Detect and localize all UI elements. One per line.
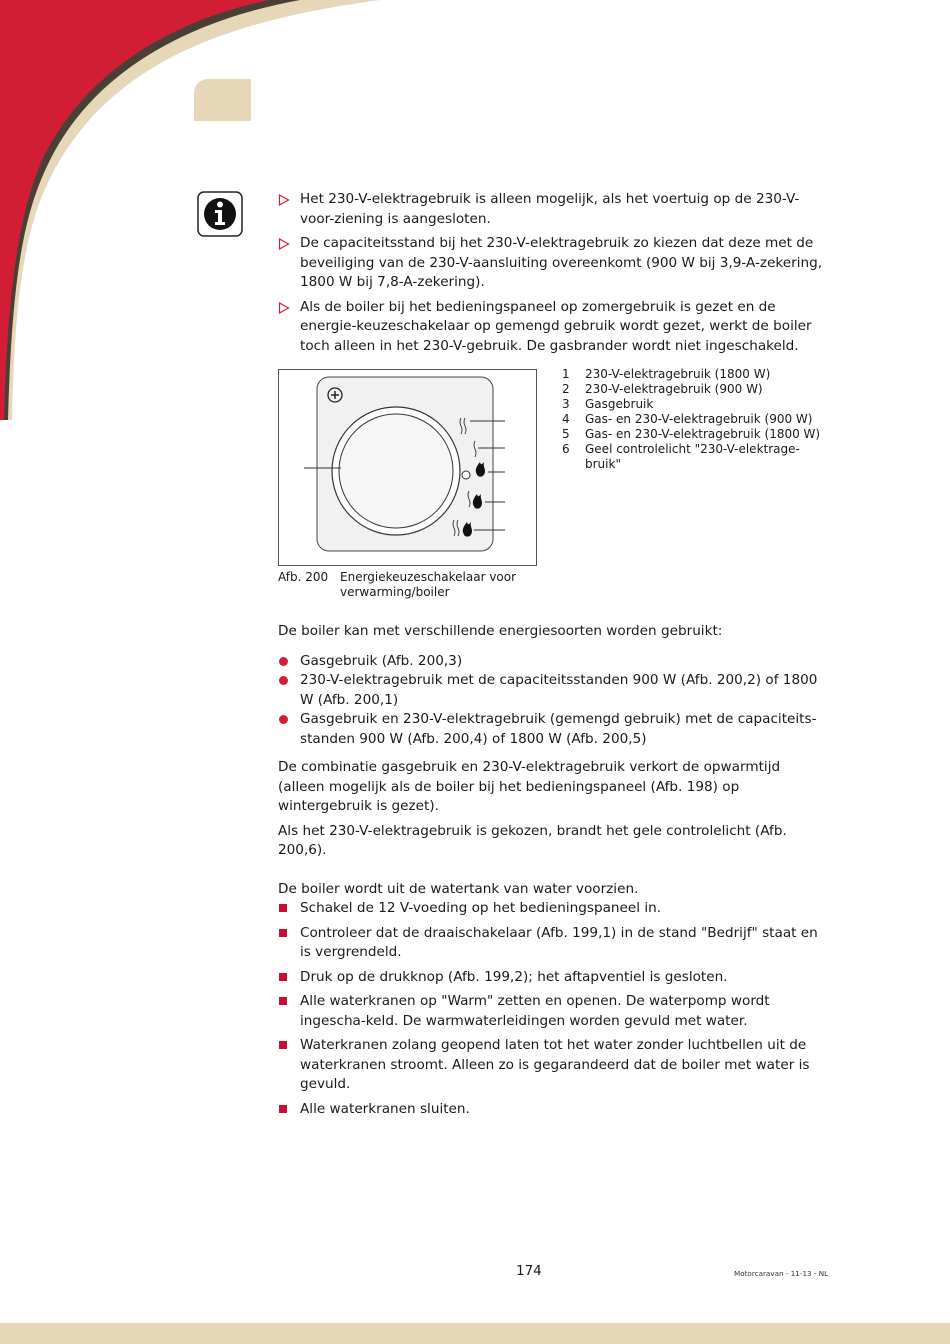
info-paragraphs [278, 758, 823, 899]
step-item: Alle waterkranen sluiten. [278, 1100, 823, 1120]
step-item: Controleer dat de draaischakelaar (Afb. 199,1) in de stand "Bedrijf" staat en is vergrendeld. [278, 924, 823, 963]
energy-list-item: Gasgebruik en 230-V-elektragebruik (gemengd gebruik) met de capaciteits-standen 900 W (Afb. 200,4) of 1800 W (Afb. 200,5) [278, 710, 823, 749]
red-dot-icon [279, 657, 288, 666]
figure-legend [562, 367, 822, 472]
note-text: Als de boiler bij het bedieningspaneel op zomergebruik is gezet en de energie-keuzeschakelaar op gemengd gebruik wordt gezet, werkt de boiler toch alleen in het 230-V-gebruik. De gasbrander wordt niet ingeschakeld. [300, 298, 812, 354]
note-text: De capaciteitsstand bij het 230-V-elektragebruik zo kiezen dat deze met de beveiliging van de 230-V-aansluiting overeenkomt (900 W bij 3,9-A-zekering, 1800 W bij 7,8-A-zekering). [300, 235, 823, 290]
water-paragraph: De boiler wordt uit de watertank van water voorzien. [278, 880, 639, 897]
red-square-icon [279, 997, 287, 1005]
red-dot-icon [279, 715, 288, 724]
legend-text: 230-V-elektragebruik (900 W) [585, 382, 763, 396]
energy-list-item: Gasgebruik (Afb. 200,3) [278, 652, 823, 672]
notes-list [278, 190, 823, 361]
red-square-icon [279, 904, 287, 912]
energy-section [278, 622, 823, 749]
combination-paragraph: De combinatie gasgebruik en 230-V-elektragebruik verkort de opwarmtijd (alleen mogelijk als de boiler bij het bedieningspaneel (Afb. 198) op wintergebruik is gezet). [278, 759, 781, 814]
red-square-icon [279, 1105, 287, 1113]
note-item [278, 298, 823, 357]
energy-selector-drawing [279, 370, 536, 565]
legend-row: 1 230-V-elektragebruik (1800 W) [562, 367, 771, 381]
legend-text: Geel controlelicht "230-V-elektrage-bruik" [585, 442, 800, 471]
bottom-band-decoration [0, 1323, 950, 1344]
legend-row: 6 Geel controlelicht "230-V-elektrage-bruik" [562, 442, 822, 472]
figure-caption [278, 570, 538, 600]
legend-row: 4 Gas- en 230-V-elektragebruik (900 W) [562, 412, 813, 426]
triangle-bullet-icon [278, 302, 290, 314]
step-item: Alle waterkranen op "Warm" zetten en openen. De waterpomp wordt ingescha-keld. De warmwaterleidingen worden gevuld met water. [278, 992, 823, 1031]
legend-text: 230-V-elektragebruik (1800 W) [585, 367, 771, 381]
caption-text: Energiekeuzeschakelaar voor verwarming/boiler [340, 570, 517, 599]
red-square-icon [279, 973, 287, 981]
energy-list-item: 230-V-elektragebruik met de capaciteitsstanden 900 W (Afb. 200,2) of 1800 W (Afb. 200,1) [278, 671, 823, 710]
energy-selector-figure [278, 369, 537, 566]
step-item: Waterkranen zolang geopend laten tot het water zonder luchtbellen uit de waterkranen stroomt. Alleen zo is gegarandeerd dat de boiler met water is gevuld. [278, 1036, 823, 1095]
step-item: Schakel de 12 V-voeding op het bedieningspaneel in. [278, 899, 823, 919]
triangle-bullet-icon [278, 194, 290, 206]
legend-row: 5 Gas- en 230-V-elektragebruik (1800 W) [562, 427, 821, 441]
triangle-bullet-icon [278, 238, 290, 250]
red-dot-icon [279, 676, 288, 685]
intro-paragraph: De boiler kan met verschillende energiesoorten worden gebruikt: [278, 623, 723, 639]
legend-text: Gasgebruik [585, 397, 654, 411]
info-icon [197, 191, 243, 237]
legend-text: Gas- en 230-V-elektragebruik (1800 W) [585, 427, 821, 441]
caption-number: Afb. 200 [278, 570, 329, 584]
selected-paragraph: Als het 230-V-elektragebruik is gekozen, brandt het gele controlelicht (Afb. 200,6). [278, 822, 787, 858]
red-square-icon [279, 929, 287, 937]
steps-list [278, 899, 823, 1124]
legend-text: Gas- en 230-V-elektragebruik (900 W) [585, 412, 813, 426]
page-number: 174 [516, 1263, 542, 1279]
legend-row: 2 230-V-elektragebruik (900 W) [562, 382, 763, 396]
step-item: Druk op de drukknop (Afb. 199,2); het aftapventiel is gesloten. [278, 968, 823, 988]
note-item [278, 234, 823, 293]
chapter-tab [194, 79, 251, 121]
legend-row: 3 Gasgebruik [562, 397, 654, 411]
red-square-icon [279, 1041, 287, 1049]
note-text: Het 230-V-elektragebruik is alleen mogelijk, als het voertuig op de 230-V-voor-ziening is aangesloten. [300, 191, 800, 227]
footer-reference: Motorcaravan - 11-13 - NL [734, 1269, 829, 1278]
note-item [278, 190, 823, 229]
